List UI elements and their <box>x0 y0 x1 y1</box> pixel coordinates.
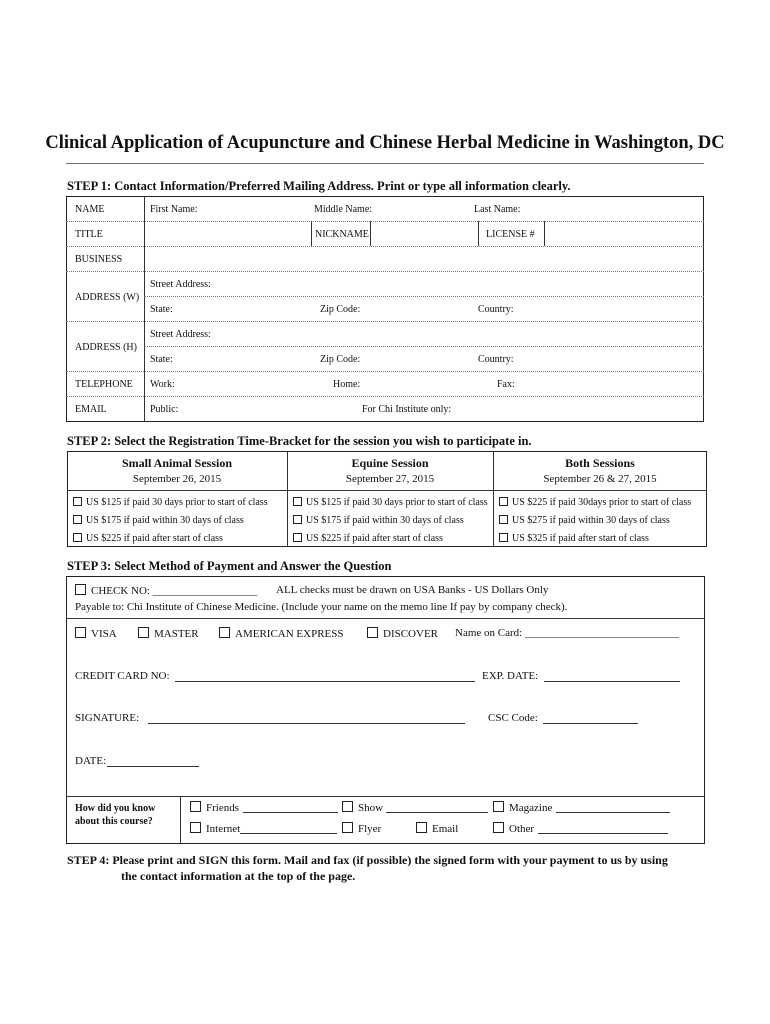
checkbox-icon <box>493 801 504 812</box>
checkbox-icon <box>416 822 427 833</box>
fax-field[interactable]: Fax: <box>497 379 515 390</box>
last-name-field[interactable]: Last Name: <box>474 204 521 215</box>
csc-label: CSC Code: <box>488 712 538 724</box>
checkbox-icon <box>190 822 201 833</box>
step1-heading: STEP 1: Contact Information/Preferred Mailing Address. Print or type all information clearly. <box>67 179 571 193</box>
show-input[interactable] <box>386 812 488 813</box>
check-option[interactable]: CHECK NO: ___________________ <box>75 584 257 597</box>
checkbox-icon <box>499 533 508 542</box>
public-email-field[interactable]: Public: <box>150 404 179 415</box>
step4-line1: STEP 4: Please print and SIGN this form. Mail and fax (if possible) the signed form with your payment to us by using <box>67 853 668 867</box>
nickname-label: NICKNAME <box>315 229 369 240</box>
telephone-label: TELEPHONE <box>75 379 133 390</box>
country-w-field[interactable]: Country: <box>478 304 514 315</box>
session-date-equine: September 27, 2015 <box>345 473 435 485</box>
middle-name-field[interactable]: Middle Name: <box>314 204 373 215</box>
chi-only-field: For Chi Institute only: <box>362 404 452 415</box>
checkbox-icon <box>293 497 302 506</box>
email-label: EMAIL <box>75 404 107 415</box>
checkbox-icon <box>138 627 149 638</box>
checkbox-icon <box>75 584 86 595</box>
checkbox-icon <box>493 822 504 833</box>
step4-line2: the contact information at the top of the page. <box>121 869 356 883</box>
email-option[interactable]: Email <box>416 822 458 835</box>
step2-heading: STEP 2: Select the Registration Time-Bracket for the session you wish to participate in. <box>67 434 532 448</box>
payable-note: Payable to: Chi Institute of Chinese Medicine. (Include your name on the memo line If pay by company check). <box>75 601 568 613</box>
state-h-field[interactable]: State: <box>150 354 173 365</box>
amex-option[interactable]: AMERICAN EXPRESS <box>219 627 344 640</box>
checkbox-icon <box>219 627 230 638</box>
street-w-field[interactable]: Street Address: <box>150 279 211 290</box>
session-name-small-animal: Small Animal Session <box>121 456 233 470</box>
card-number-input[interactable] <box>175 681 475 682</box>
session-date-both: September 26 & 27, 2015 <box>543 473 657 485</box>
date-label: DATE: <box>75 755 107 767</box>
option-both-3[interactable]: US $325 if paid after start of class <box>499 533 649 544</box>
visa-option[interactable]: VISA <box>75 627 117 640</box>
csc-input[interactable] <box>543 723 638 724</box>
checkbox-icon <box>367 627 378 638</box>
first-name-field[interactable]: First Name: <box>150 204 198 215</box>
form-title: Clinical Application of Acupuncture and Chinese Herbal Medicine in Washington, DC <box>45 133 725 153</box>
checkbox-icon <box>73 533 82 542</box>
step3-heading: STEP 3: Select Method of Payment and Answer the Question <box>67 559 392 573</box>
country-h-field[interactable]: Country: <box>478 354 514 365</box>
checkbox-icon <box>75 627 86 638</box>
checkbox-icon <box>73 497 82 506</box>
checkbox-icon <box>499 515 508 524</box>
checkbox-icon <box>293 533 302 542</box>
work-phone-field[interactable]: Work: <box>150 379 175 390</box>
checkbox-icon <box>73 515 82 524</box>
internet-input[interactable] <box>240 833 337 834</box>
option-equine-2[interactable]: US $175 if paid within 30 days of class <box>293 515 464 526</box>
name-on-card-field[interactable]: Name on Card: ____________________________ <box>455 627 679 639</box>
internet-option[interactable]: Internet <box>190 822 240 835</box>
friends-input[interactable] <box>243 812 338 813</box>
title-rule <box>66 163 704 164</box>
home-phone-field[interactable]: Home: <box>333 379 361 390</box>
other-option[interactable]: Other <box>493 822 534 835</box>
name-label: NAME <box>75 204 105 215</box>
session-name-both: Both Sessions <box>565 456 635 470</box>
street-h-field[interactable]: Street Address: <box>150 329 211 340</box>
option-small-1[interactable]: US $125 if paid 30 days prior to start of class <box>73 497 268 508</box>
exp-date-input[interactable] <box>544 681 680 682</box>
discover-option[interactable]: DISCOVER <box>367 627 438 640</box>
address-w-label: ADDRESS (W) <box>75 292 140 303</box>
show-option[interactable]: Show <box>342 801 383 814</box>
checkbox-icon <box>342 822 353 833</box>
checkbox-icon <box>293 515 302 524</box>
option-equine-1[interactable]: US $125 if paid 30 days prior to start of class <box>293 497 488 508</box>
mastercard-option[interactable]: MASTER <box>138 627 199 640</box>
license-label: LICENSE # <box>486 229 535 240</box>
card-number-label: CREDIT CARD NO: <box>75 670 170 682</box>
check-note: ALL checks must be drawn on USA Banks - US Dollars Only <box>276 584 549 596</box>
date-input[interactable] <box>107 766 199 767</box>
business-label: BUSINESS <box>75 254 123 265</box>
checkbox-icon <box>342 801 353 812</box>
magazine-input[interactable] <box>556 812 670 813</box>
checkbox-icon <box>190 801 201 812</box>
checkbox-icon <box>499 497 508 506</box>
address-h-label: ADDRESS (H) <box>75 342 137 353</box>
signature-label: SIGNATURE: <box>75 712 140 724</box>
flyer-option[interactable]: Flyer <box>342 822 381 835</box>
other-input[interactable] <box>538 833 668 834</box>
option-small-2[interactable]: US $175 if paid within 30 days of class <box>73 515 244 526</box>
question-label: How did you know about this course? <box>75 803 156 827</box>
exp-date-label: EXP. DATE: <box>482 670 539 682</box>
signature-input[interactable] <box>148 723 465 724</box>
option-both-2[interactable]: US $275 if paid within 30 days of class <box>499 515 670 526</box>
friends-option[interactable]: Friends <box>190 801 239 814</box>
zip-h-field[interactable]: Zip Code: <box>320 354 361 365</box>
option-both-1[interactable]: US $225 if paid 30days prior to start of class <box>499 497 691 508</box>
session-name-equine: Equine Session <box>351 456 429 470</box>
zip-w-field[interactable]: Zip Code: <box>320 304 361 315</box>
magazine-option[interactable]: Magazine <box>493 801 552 814</box>
title-label: TITLE <box>75 229 103 240</box>
option-small-3[interactable]: US $225 if paid after start of class <box>73 533 223 544</box>
option-equine-3[interactable]: US $225 if paid after start of class <box>293 533 443 544</box>
state-w-field[interactable]: State: <box>150 304 173 315</box>
session-date-small-animal: September 26, 2015 <box>132 473 222 485</box>
